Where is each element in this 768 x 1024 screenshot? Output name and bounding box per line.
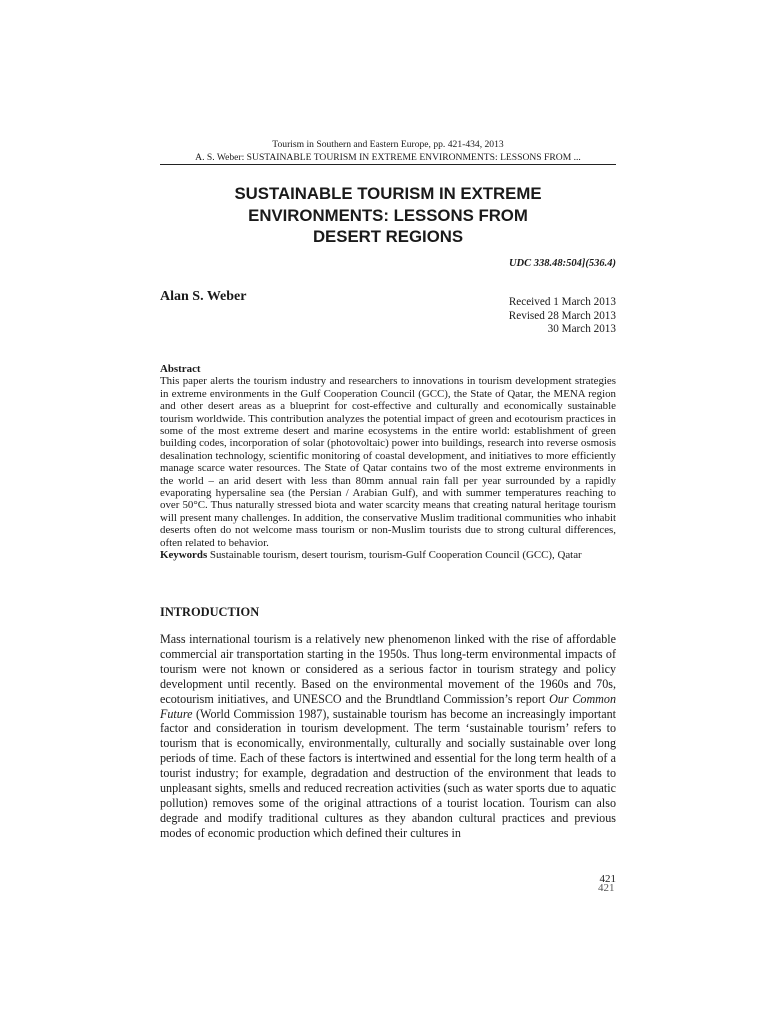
running-head xyxy=(160,138,616,164)
intro-text-part-1: Mass international tourism is a relatively new phenomenon linked with the rise of affordable commercial air transportation starting in the 1950s. Thus long-term environmental impacts of tourism were not known or considered as a serious factor in tourism strategy and policy development until recently. Based on the environmental movement of the 1960s and 70s, ecotourism initiatives, and UNESCO and the Brundtland Commission’s report xyxy=(160,632,616,706)
author-name: Alan S. Weber xyxy=(160,289,247,304)
revised-date: Revised 28 March 2013 xyxy=(508,309,616,322)
paper-title xyxy=(160,183,616,248)
abstract-section xyxy=(160,363,616,562)
keywords-label: Keywords xyxy=(160,549,208,562)
page-number-bleed: 421 xyxy=(598,882,615,894)
title-line-3: DESERT REGIONS xyxy=(312,227,464,246)
received-date: Received 1 March 2013 xyxy=(508,296,616,308)
journal-citation: Tourism in Southern and Eastern Europe, pp. 421-434, 2013 xyxy=(272,139,504,150)
second-revision-date: 30 March 2013 xyxy=(547,323,616,335)
report-title: Our Common Future xyxy=(160,691,617,721)
page-number: 421 xyxy=(599,873,616,885)
introduction-heading: INTRODUCTION xyxy=(160,605,260,619)
header-rule xyxy=(160,164,616,165)
short-title: A. S. Weber: SUSTAINABLE TOURISM IN EXTREME ENVIRONMENTS: LESSONS FROM ... xyxy=(195,152,581,163)
intro-text-part-2: (World Commission 1987), sustainable tourism has become an increasingly important factor and consideration in tourism development. The term ‘sustainable tourism’ refers to tourism that is economically, environmentally, culturally and socially sustainable over long periods of time. Each of these factors is intertwined and essential for the long term health of a tourist industry; for example, degradation and destruction of the environment that leads to unpleasant sights, smells and reduced recreation activities (such as water sports due to aquatic pollution) removes some of the original attractions of a tourist location. Tourism can also degrade and modify traditional cultures as they abandon cultural practices and previous modes of economic production which defined their cultures in xyxy=(160,706,616,840)
abstract-text: This paper alerts the tourism industry and researchers to innovations in tourism development strategies in extreme environments in the Gulf Cooperation Council (GCC), the State of Qatar, the MENA region and other desert areas as a blueprint for cost-effective and culturally and economically sustainable tourism worldwide. This contribution analyzes the potential impact of green and ecotourism practices in some of the most extreme desert and marine ecosystems in the entire world: establishment of green building codes, incorporation of solar (photovoltaic) power into buildings, research into reverse osmosis desalination technology, scientific monitoring of coastal development, and initiatives to more efficiently manage scarce water resources. The State of Qatar contains two of the most extreme environments in the world – an arid desert with less than 80mm annual rain fall per year surrounded by a rapidly evaporating hypersaline sea (the Persian / Arabian Gulf), and with summer temperatures reaching to over 50°C. Thus naturally stressed biota and water scarcity means that creating natural heritage tourism will present many challenges. In addition, the conservative Muslim traditional communities who inhabit deserts often do not welcome mass tourism or non-Muslim tourists due to strong cultural differences, often related to behavior. xyxy=(160,375,616,549)
keywords-text: Sustainable tourism, desert tourism, tourism-Gulf Cooperation Council (GCC), Qatar xyxy=(207,549,582,562)
introduction-body xyxy=(160,632,616,841)
udc-code: UDC 338.48:504](536.4) xyxy=(508,258,616,269)
keywords-line xyxy=(160,549,616,561)
title-line-1: SUSTAINABLE TOURISM IN EXTREME xyxy=(234,184,542,203)
submission-dates xyxy=(509,296,616,337)
title-line-2: ENVIRONMENTS: LESSONS FROM xyxy=(248,205,528,225)
abstract-heading: Abstract xyxy=(160,363,201,375)
